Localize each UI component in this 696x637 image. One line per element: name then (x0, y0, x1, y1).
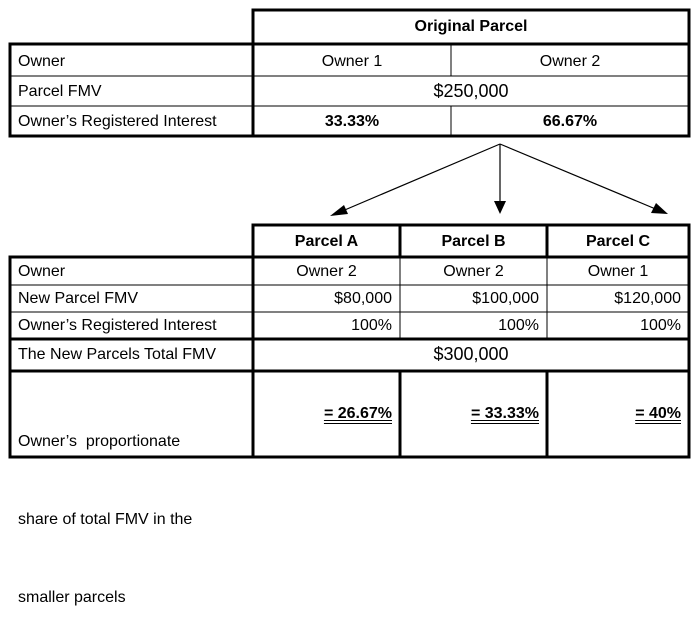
interest-owner-2: 66.67% (542, 113, 598, 130)
share-label-line-1: Owner’s proportionate (18, 433, 181, 450)
parcel-fmv-value: $250,000 (433, 81, 509, 101)
parcel-a-interest: 100% (351, 317, 392, 334)
owner-1-cell: Owner 1 (321, 53, 383, 70)
owner-2-cell: Owner 2 (539, 53, 601, 70)
share-label-line-2: share of total FMV in the (18, 511, 193, 528)
owner-label-top: Owner (18, 53, 66, 70)
parcel-a-share: = 26.67% (323, 405, 392, 422)
arrowhead-right (651, 203, 668, 214)
parcel-c-interest: 100% (640, 317, 681, 334)
arrowhead-left (330, 205, 348, 216)
parcel-c-header: Parcel C (585, 233, 651, 250)
share-label-line-3: smaller parcels (18, 589, 126, 606)
parcel-b-owner: Owner 2 (443, 263, 504, 280)
parcel-c-share: = 40% (635, 405, 681, 422)
total-fmv-label: The New Parcels Total FMV (18, 346, 216, 363)
parcel-fmv-label: Parcel FMV (18, 83, 102, 100)
proportionate-share-label (10, 377, 253, 637)
parcel-b-interest: 100% (498, 317, 539, 334)
registered-interest-label-bottom: Owner’s Registered Interest (18, 317, 217, 334)
parcel-c-owner: Owner 1 (587, 263, 649, 280)
parcel-c-fmv: $120,000 (614, 290, 681, 307)
parcel-a-header: Parcel A (294, 233, 359, 250)
original-parcel-header: Original Parcel (414, 18, 528, 35)
arrowhead-middle (494, 201, 506, 214)
parcel-b-fmv: $100,000 (472, 290, 539, 307)
parcel-a-fmv: $80,000 (334, 290, 392, 307)
parcel-b-header: Parcel B (441, 233, 506, 250)
owner-label-bottom: Owner (18, 263, 66, 280)
registered-interest-label-top: Owner’s Registered Interest (18, 113, 217, 130)
new-parcel-fmv-label: New Parcel FMV (18, 290, 139, 307)
parcel-b-share: = 33.33% (470, 405, 539, 422)
total-fmv-value: $300,000 (433, 344, 509, 364)
parcel-a-owner: Owner 2 (296, 263, 357, 280)
interest-owner-1: 33.33% (324, 113, 380, 130)
